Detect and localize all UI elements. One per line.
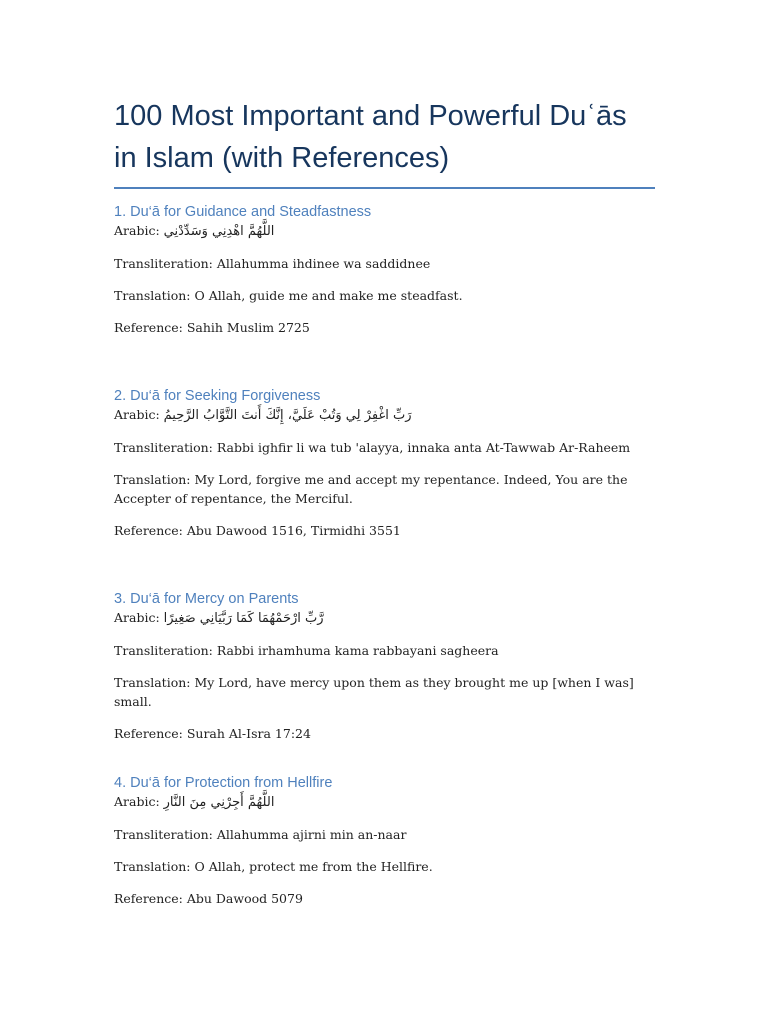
- reference-text: Abu Dawood 5079: [186, 891, 303, 906]
- document-page: [114, 95, 655, 189]
- translation-text: My Lord, forgive me and accept my repentance. Indeed, You are the Accepter of repentance, the Merciful.: [114, 472, 628, 506]
- arabic-line: [114, 405, 655, 425]
- translation-line: [114, 470, 655, 508]
- translation-label: Translation:: [114, 472, 195, 487]
- arabic-text: اللَّهُمَّ اهْدِنِي وَسَدِّدْنِي: [163, 224, 275, 239]
- translation-text: O Allah, guide me and make me steadfast.: [194, 288, 463, 303]
- translation-label: Translation:: [114, 675, 195, 690]
- dua-heading: 1. Du‘ā for Guidance and Steadfastness: [114, 204, 372, 220]
- reference-label: Reference:: [114, 726, 187, 741]
- transliteration-text: Rabbi irhamhuma kama rabbayani sagheera: [216, 643, 499, 658]
- transliteration-line: [114, 641, 655, 660]
- arabic-line: [114, 608, 655, 628]
- translation-label: Translation:: [114, 288, 195, 303]
- reference-line: [114, 318, 655, 337]
- transliteration-label: Transliteration:: [114, 643, 217, 658]
- reference-line: [114, 889, 655, 908]
- translation-line: [114, 857, 655, 876]
- transliteration-label: Transliteration:: [114, 256, 217, 271]
- translation-line: [114, 286, 655, 305]
- reference-line: [114, 521, 655, 540]
- translation-text: My Lord, have mercy upon them as they brought me up [when I was] small.: [114, 675, 634, 709]
- reference-text: Surah Al-Isra 17:24: [186, 726, 311, 741]
- dua-section-3: [114, 590, 655, 756]
- arabic-label: Arabic:: [114, 223, 164, 238]
- transliteration-text: Allahumma ihdinee wa saddidnee: [216, 256, 431, 271]
- transliteration-label: Transliteration:: [114, 440, 217, 455]
- transliteration-text: Allahumma ajirni min an-naar: [216, 827, 407, 842]
- translation-label: Translation:: [114, 859, 195, 874]
- transliteration-line: [114, 438, 655, 457]
- dua-section-2: [114, 387, 655, 553]
- transliteration-text: Rabbi ighfir li wa tub 'alayya, innaka anta At-Tawwab Ar-Raheem: [216, 440, 631, 455]
- reference-label: Reference:: [114, 320, 187, 335]
- reference-text: Abu Dawood 1516, Tirmidhi 3551: [186, 523, 401, 538]
- arabic-text: رَّبِّ ارْحَمْهُمَا كَمَا رَبَّيَانِي صَغِيرًا: [163, 611, 324, 626]
- arabic-label: Arabic:: [114, 407, 164, 422]
- arabic-label: Arabic:: [114, 610, 164, 625]
- reference-label: Reference:: [114, 891, 187, 906]
- reference-label: Reference:: [114, 523, 187, 538]
- transliteration-label: Transliteration:: [114, 827, 217, 842]
- arabic-text: رَبِّ اغْفِرْ لِي وَتُبْ عَلَيَّ، إِنَّكَ أَنتَ التَّوَّابُ الرَّحِيمُ: [163, 408, 412, 423]
- transliteration-line: [114, 825, 655, 844]
- reference-text: Sahih Muslim 2725: [186, 320, 310, 335]
- arabic-line: [114, 792, 655, 812]
- dua-section-1: [114, 203, 655, 350]
- arabic-text: اللَّهُمَّ أَجِرْنِي مِنَ النَّارِ: [163, 795, 275, 810]
- dua-heading: 2. Du‘ā for Seeking Forgiveness: [114, 388, 321, 404]
- document-title: 100 Most Important and Powerful Duʿās in Islam (with References): [114, 95, 655, 189]
- translation-line: [114, 673, 655, 711]
- arabic-line: [114, 221, 655, 241]
- reference-line: [114, 724, 655, 743]
- arabic-label: Arabic:: [114, 794, 164, 809]
- dua-heading: 3. Du‘ā for Mercy on Parents: [114, 591, 299, 607]
- transliteration-line: [114, 254, 655, 273]
- dua-heading: 4. Du‘ā for Protection from Hellfire: [114, 775, 333, 791]
- translation-text: O Allah, protect me from the Hellfire.: [194, 859, 433, 874]
- dua-section-4: [114, 774, 655, 921]
